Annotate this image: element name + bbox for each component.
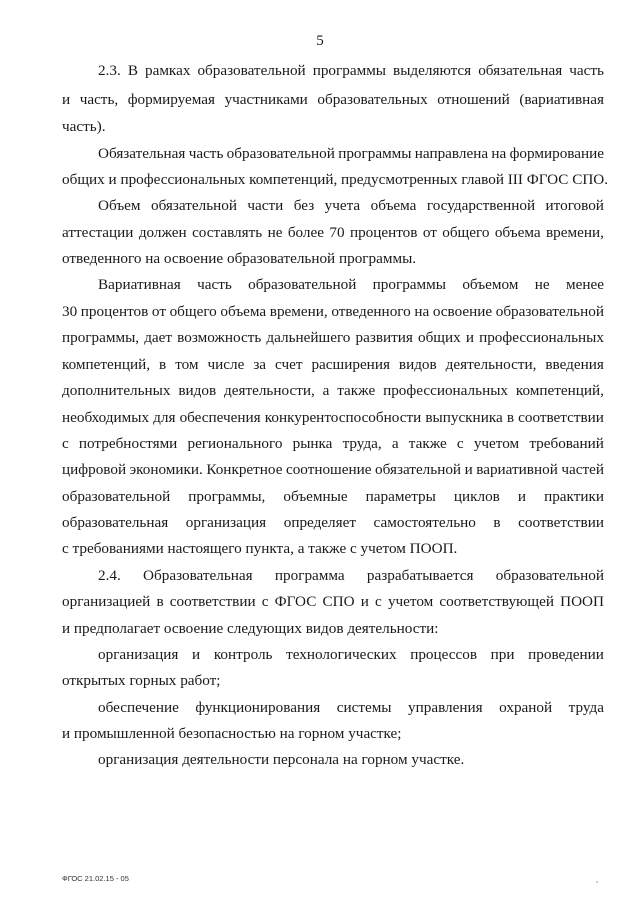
paragraph-4-line-11: с требованиями настоящего пункта, а также с учетом ПООП. — [62, 540, 458, 557]
scan-speck — [596, 881, 598, 883]
paragraph-4-line-6: необходимых для обеспечения конкурентоспособности выпускника в соответствии — [62, 409, 604, 426]
paragraph-4-line-3: программы, дает возможность дальнейшего развития общих и профессиональных — [62, 329, 604, 346]
paragraph-4-line-5: дополнительных видов деятельности, а также профессиональных компетенций, — [62, 382, 604, 399]
paragraph-6-line-1: организация и контроль технологических процессов при проведении — [98, 646, 604, 663]
paragraph-3-line-1: Объем обязательной части без учета объема государственной итоговой — [98, 197, 604, 214]
paragraph-6-line-2: открытых горных работ; — [62, 672, 221, 689]
paragraph-2-line-2: общих и профессиональных компетенций, предусмотренных главой III ФГОС СПО. — [62, 171, 609, 188]
paragraph-4-line-4: компетенций, в том числе за счет расширения видов деятельности, введения — [62, 356, 604, 373]
paragraph-4-line-8: цифровой экономики. Конкретное соотношение обязательной и вариативной частей — [62, 461, 604, 478]
page-number: 5 — [316, 33, 324, 49]
paragraph-5-line-3: и предполагает освоение следующих видов деятельности: — [62, 620, 439, 637]
paragraph-4-line-10: образовательная организация определяет самостоятельно в соответствии — [62, 514, 604, 531]
footer-code: ФГОС 21.02.15 - 05 — [62, 874, 129, 883]
paragraph-4-line-2: 30 процентов от общего объема времени, отведенного на освоение образовательной — [62, 303, 604, 320]
paragraph-7-line-1: обеспечение функционирования системы управления охраной труда — [98, 699, 604, 716]
paragraph-3-line-3: отведенного на освоение образовательной программы. — [62, 250, 417, 267]
paragraph-1-line-3: часть). — [62, 118, 106, 135]
paragraph-1-line-2: и часть, формируемая участниками образовательных отношений (вариативная — [62, 91, 604, 108]
paragraph-4-line-7: с потребностями регионального рынка труда, а также с учетом требований — [62, 435, 604, 452]
paragraph-4-line-9: образовательной программы, объемные параметры циклов и практики — [62, 488, 604, 505]
paragraph-1-line-1: 2.3. В рамках образовательной программы выделяются обязательная часть — [98, 62, 604, 79]
paragraph-3-line-2: аттестации должен составлять не более 70 процентов от общего объема времени, — [62, 224, 604, 241]
paragraph-4-line-1: Вариативная часть образовательной программы объемом не менее — [98, 276, 604, 293]
paragraph-5-line-1: 2.4. Образовательная программа разрабатывается образовательной — [98, 567, 604, 584]
paragraph-7-line-2: и промышленной безопасностью на горном участке; — [62, 725, 402, 742]
paragraph-5-line-2: организацией в соответствии с ФГОС СПО и с учетом соответствующей ПООП — [62, 593, 604, 610]
paragraph-8-line-1: организация деятельности персонала на горном участке. — [98, 751, 465, 768]
paragraph-2-line-1: Обязательная часть образовательной программы направлена на формирование — [98, 145, 604, 162]
